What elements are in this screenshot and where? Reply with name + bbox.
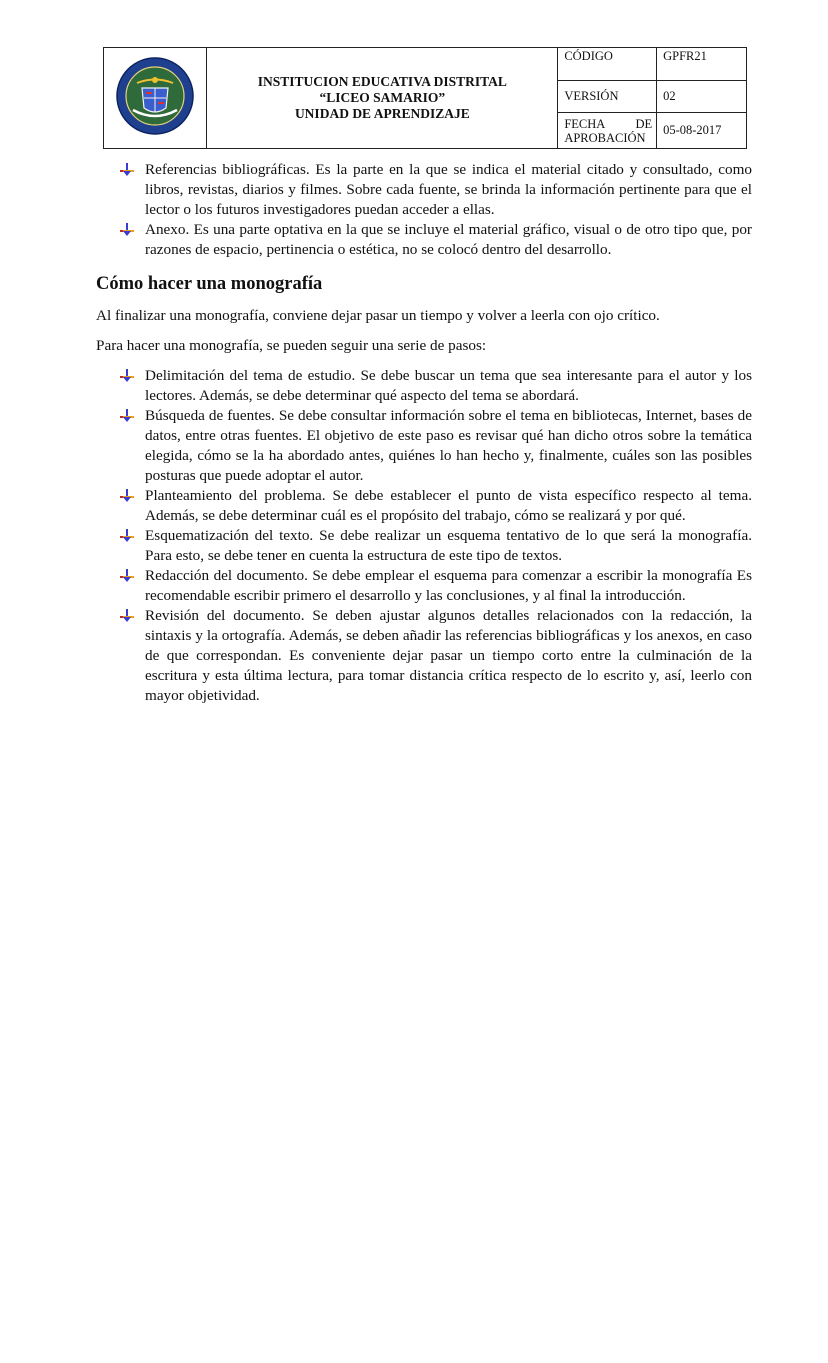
list-item-text: Esquematización del texto. Se debe realizar un esquema tentativo de lo que será la monografía. Para esto, se debe tener en cuenta la estructura de este tipo de textos. [145, 527, 752, 564]
paragraph: Para hacer una monografía, se pueden seguir una serie de pasos: [96, 337, 487, 354]
list-item-text: Delimitación del tema de estudio. Se debe buscar un tema que sea interesante para el autor y los lectores. Además, se debe determinar qué aspecto del tema se abordará. [145, 367, 752, 404]
list-item [96, 160, 752, 220]
section-title: Cómo hacer una monografía [96, 274, 323, 294]
arrow-bullet-icon [120, 369, 134, 383]
codigo-value: GPFR21 [657, 48, 747, 81]
header-title [207, 48, 558, 149]
document-body [96, 160, 752, 706]
list-item [96, 220, 752, 260]
list-item-text: Redacción del documento. Se debe emplear el esquema para comenzar a escribir la monografía Es recomendable escribir primero el desarrollo y las conclusiones, y al final la introducción. [145, 567, 752, 604]
list-item-text: Revisión del documento. Se deben ajustar algunos detalles relacionados con la redacción, la sintaxis y la ortografía. Además, se deben añadir las referencias bibliográficas y los anexos, en caso de que correspondan. Es conveniente dejar pasar un tiempo corto entre la culminación de la escritura y esta última lectura, para tomar distancia crítica respecto de lo escrito y, así, leerlo con mayor objetividad. [145, 607, 752, 704]
paragraph: Al finalizar una monografía, conviene dejar pasar un tiempo y volver a leerla con ojo crítico. [96, 307, 660, 324]
arrow-bullet-icon [120, 163, 134, 177]
version-value: 02 [657, 81, 747, 113]
fecha-label-word: FECHA [564, 116, 606, 131]
list-item-text: Referencias bibliográficas. Es la parte en la que se indica el material citado y consultado, como libros, revistas, diarios y filmes. Sobre cada fuente, se brinda la información pertinente para que el lector o los futuros investigadores puedan acceder a ellas. [145, 161, 752, 218]
arrow-bullet-icon [120, 223, 134, 237]
arrow-bullet-icon [120, 609, 134, 623]
list-item [96, 406, 752, 486]
list-item-text: Búsqueda de fuentes. Se debe consultar información sobre el tema en bibliotecas, Internet, bases de datos, entre otras fuentes. El objetivo de este paso es revisar qué han dicho otros sobre la temática elegida, cómo se la ha abordado antes, quiénes lo han hecho y, finalmente, cuáles son las posibles posturas que puede adoptar el autor. [145, 407, 752, 484]
arrow-bullet-icon [120, 569, 134, 583]
list-item-text: Planteamiento del problema. Se debe establecer el punto de vista específico respecto al tema. Además, se debe determinar cuál es el propósito del trabajo, cómo se realizará y por qué. [145, 487, 752, 524]
document-header [103, 47, 747, 149]
list-item [96, 366, 752, 406]
list-item [96, 526, 752, 566]
list-item-text: Anexo. Es una parte optativa en la que se incluye el material gráfico, visual o de otro tipo que, por razones de espacio, pertinencia o estética, no se colocó dentro del desarrollo. [145, 221, 752, 258]
list-item [96, 486, 752, 526]
fecha-value: 05-08-2017 [657, 113, 747, 149]
unit-name: UNIDAD DE APRENDIZAJE [294, 106, 470, 121]
school-seal-icon [115, 56, 195, 136]
school-name: “LICEO SAMARIO” [319, 90, 446, 105]
steps-list [96, 366, 752, 706]
logo-cell [104, 48, 207, 149]
arrow-bullet-icon [120, 409, 134, 423]
version-label: VERSIÓN [558, 81, 657, 113]
institution-name: INSTITUCION EDUCATIVA DISTRITAL [257, 74, 507, 89]
fecha-label [558, 113, 657, 149]
arrow-bullet-icon [120, 489, 134, 503]
intro-list [96, 160, 752, 260]
fecha-label-aprobacion: APROBACIÓN [564, 130, 646, 145]
arrow-bullet-icon [120, 529, 134, 543]
codigo-label: CÓDIGO [558, 48, 657, 81]
list-item [96, 606, 752, 706]
fecha-label-de: DE [635, 116, 653, 131]
list-item [96, 566, 752, 606]
